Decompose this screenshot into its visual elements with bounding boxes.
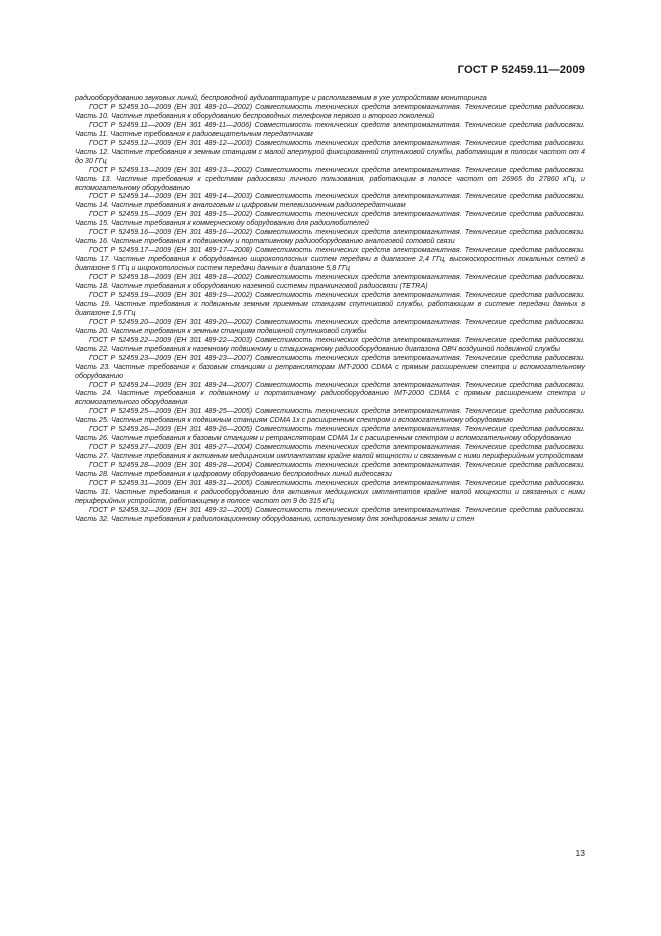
reference-entry: ГОСТ Р 52459.24—2009 (ЕН 301 489-24—2007) Совместимость технических средств электромагнитная. Технические средства радиосвязи. Часть 24. Частные требования к подвижному и портативному радиооборудованию IMT-2000 CDMA с прямым расширением спектра и вспомогательного оборудования (75, 380, 585, 407)
reference-entry: ГОСТ Р 52459.13—2009 (ЕН 301 489-13—2002) Совместимость технических средств электромагнитная. Технические средства радиосвязи. Часть 13. Частные требования к средствам радиосвязи личного пользования, работающим в полосе частот от 26965 до 27860 кГц, и вспомогательному оборудованию (75, 165, 585, 192)
reference-entry: ГОСТ Р 52459.14—2009 (ЕН 301 489-14—2003) Совместимость технических средств электромагнитная. Технические средства радиосвязи. Часть 14. Частные требования к аналоговым и цифровым телевизионным радиопередатчикам (75, 192, 585, 210)
reference-entry: ГОСТ Р 52459.25—2009 (ЕН 301 489-25—2005) Совместимость технических средств электромагнитная. Технические средства радиосвязи. Часть 25. Частные требования к подвижным станциям CDMA 1x с расширенным спектром и вспомогательному оборудованию (75, 407, 585, 425)
references-list (75, 94, 585, 524)
reference-entry: ГОСТ Р 52459.10—2009 (ЕН 301 489-10—2002) Совместимость технических средств электромагнитная. Технические средства радиосвязи. Часть 10. Частные требования к оборудованию беспроводных телефонов первого и второго поколений (75, 102, 585, 120)
page-header-doc-id: ГОСТ Р 52459.11—2009 (457, 64, 585, 76)
reference-entry: ГОСТ Р 52459.22—2009 (ЕН 301 489-22—2003) Совместимость технических средств электромагнитная. Технические средства радиосвязи. Часть 22. Частные требования к наземному подвижному и стационарному радиооборудованию диапазона ОВЧ воздушной подвижной службы (75, 335, 585, 353)
reference-entry: ГОСТ Р 52459.32—2009 (ЕН 301 489-32—2005) Совместимость технических средств электромагнитная. Технические средства радиосвязи. Часть 32. Частные требования к радиолокационному оборудованию, используемому для зондирования земли и стен (75, 505, 585, 523)
reference-entry: ГОСТ Р 52459.26—2009 (ЕН 301 489-26—2005) Совместимость технических средств электромагнитная. Технические средства радиосвязи. Часть 26. Частные требования к базовым станциям и ретрансляторам CDMA 1x с расширенным спектром и вспомогательному оборудованию (75, 425, 585, 443)
reference-entry: ГОСТ Р 52459.23—2009 (ЕН 301 489-23—2007) Совместимость технических средств электромагнитная. Технические средства радиосвязи. Часть 23. Частные требования к базовым станциям и ретрансляторам IMT-2000 CDMA с прямым расширением спектра и вспомогательному оборудованию (75, 353, 585, 380)
reference-entry: ГОСТ Р 52459.11—2009 (ЕН 301 489-11—2006) Совместимость технических средств электромагнитная. Технические средства радиосвязи. Часть 11. Частные требования к радиовещательным передатчикам (75, 120, 585, 138)
continuation-paragraph: радиооборудованию звуковых линий, беспроводной аудиоаппаратуре и располагаемым в ухе устройствам мониторинга (75, 94, 487, 102)
reference-entry: ГОСТ Р 52459.19—2009 (ЕН 301 489-19—2002) Совместимость технических средств электромагнитная. Технические средства радиосвязи. Часть 19. Частные требования к подвижным земным приемным станциям спутниковой службы, работающим в системе передачи данных в диапазоне 1,5 ГГц (75, 290, 585, 317)
reference-entry: ГОСТ Р 52459.17—2009 (ЕН 301 489-17—2008) Совместимость технических средств электромагнитная. Технические средства радиосвязи. Часть 17. Частные требования к оборудованию широкополосных систем передачи в диапазоне 2,4 ГГц, высокоскоростных локальных сетей в диапазоне 5 ГГц и широкополосных систем передачи данных в диапазоне 5,8 ГГц (75, 246, 585, 273)
reference-entry: ГОСТ Р 52459.27—2009 (ЕН 301 489-27—2004) Совместимость технических средств электромагнитная. Технические средства радиосвязи. Часть 27. Частные требования к активным медицинским имплантатам крайне малой мощности и связанным с ними периферийным устройствам (75, 443, 585, 461)
reference-entry: ГОСТ Р 52459.31—2009 (ЕН 301 489-31—2005) Совместимость технических средств электромагнитная. Технические средства радиосвязи. Часть 31. Частные требования к радиооборудованию для активных медицинских имплантатов крайне малой мощности и связанных с ними периферийных устройств, работающему в полосе частот от 9 до 315 кГц (75, 478, 585, 505)
reference-entry: ГОСТ Р 52459.15—2009 (ЕН 301 489-15—2002) Совместимость технических средств электромагнитная. Технические средства радиосвязи. Часть 15. Частные требования к коммерческому оборудованию для радиолюбителей (75, 210, 585, 228)
reference-entry: ГОСТ Р 52459.16—2009 (ЕН 301 489-16—2002) Совместимость технических средств электромагнитная. Технические средства радиосвязи. Часть 16. Частные требования к подвижному и портативному радиооборудованию аналоговой сотовой связи (75, 228, 585, 246)
reference-entry: ГОСТ Р 52459.18—2009 (ЕН 301 489-18—2002) Совместимость технических средств электромагнитная. Технические средства радиосвязи. Часть 18. Частные требования к оборудованию наземной системы транкинговой радиосвязи (TETRA) (75, 273, 585, 291)
reference-entry: ГОСТ Р 52459.12—2009 (ЕН 301 489-12—2003) Совместимость технических средств электромагнитная. Технические средства радиосвязи. Часть 12. Частные требования к земным станциям с малой апертурой фиксированной спутниковой службы, работающим в полосах частот от 4 до 30 ГГц (75, 138, 585, 165)
reference-entry: ГОСТ Р 52459.20—2009 (ЕН 301 489-20—2002) Совместимость технических средств электромагнитная. Технические средства радиосвязи. Часть 20. Частные требования к земным станциям подвижной спутниковой службы (75, 317, 585, 335)
reference-entry: ГОСТ Р 52459.28—2009 (ЕН 301 489-28—2004) Совместимость технических средств электромагнитная. Технические средства радиосвязи. Часть 28. Частные требования к цифровому оборудованию беспроводных линий видеосвязи (75, 461, 585, 479)
page-number: 13 (575, 848, 585, 858)
